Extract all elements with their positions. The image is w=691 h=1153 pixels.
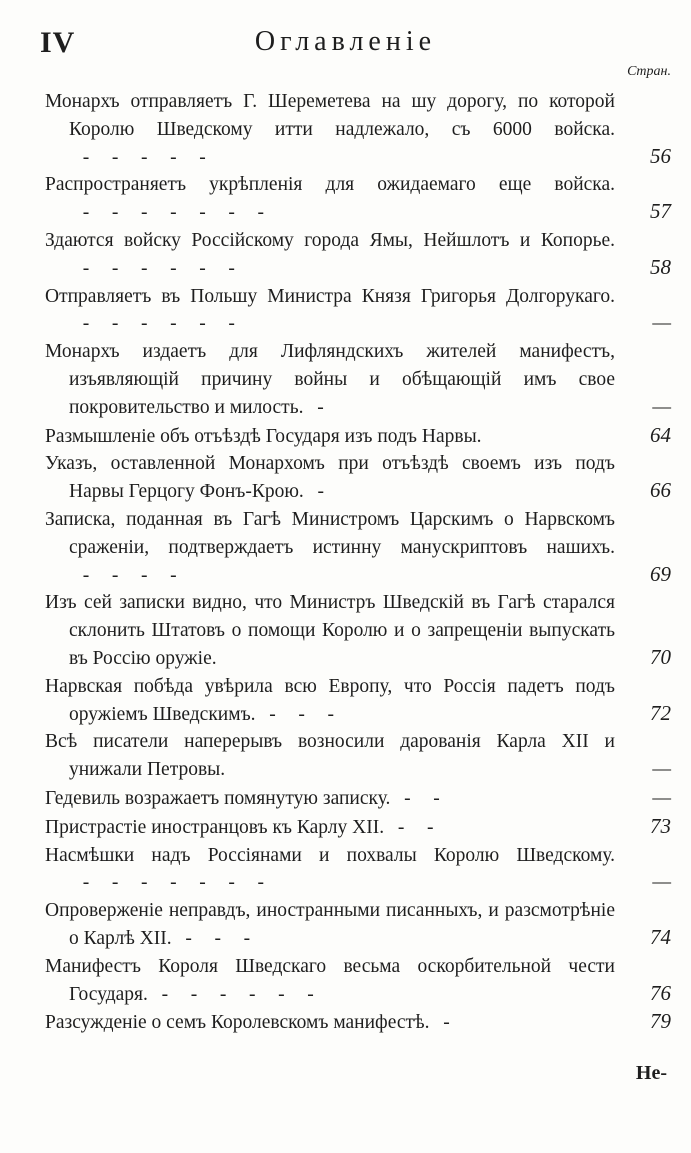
toc-entry-page-number: 69 [650, 561, 671, 586]
toc-entry-text [45, 1009, 615, 1037]
toc-entry-page-number: — [652, 784, 671, 809]
toc-entry-title: Нарвская побѣда увѣрила всю Европу, что Россія падетъ подъ оружіемъ Шведскимъ. [45, 675, 615, 725]
page-title: Оглавленіе [254, 26, 437, 57]
toc-entry-title: Распространяетъ укрѣпленія для ожидаемаго еще войска. [45, 174, 615, 196]
toc-entry [45, 842, 671, 898]
toc-entry-page-number: — [652, 756, 671, 781]
toc-entry-leaders: - - - - - - [147, 983, 316, 1005]
toc-entry-leaders: - - [390, 787, 442, 809]
toc-entry-page-number: 64 [650, 422, 671, 447]
toc-entry-text [45, 506, 615, 589]
toc-entry-text [45, 171, 615, 227]
toc-entry [45, 171, 671, 227]
toc-entry-title: Указъ, оставленной Монархомъ при отъѣздѣ своемъ изъ подъ Нарвы Герцогу Фонъ-Крою. [45, 453, 615, 503]
table-of-contents [45, 88, 671, 1037]
toc-entry-text [45, 423, 615, 451]
toc-entry-title: Монархъ отправляетъ Г. Шереметева на шу дорогу, по которой Королю Шведскому итти надлежало, съ 6000 войска. [45, 91, 615, 140]
toc-entry-leaders: - [429, 1012, 452, 1034]
toc-entry [45, 88, 671, 171]
toc-entry-leaders: - [303, 396, 326, 418]
toc-entry-text [45, 842, 615, 898]
toc-entry-leaders: - - - - [69, 564, 179, 586]
toc-entry-title: Разсужденіе о семъ Королевскомъ манифестѣ. [45, 1012, 430, 1034]
toc-entry [45, 227, 671, 283]
toc-entry [45, 897, 671, 953]
toc-entry-text [45, 450, 615, 506]
toc-entry-text [45, 953, 615, 1009]
toc-entry-text [45, 88, 615, 171]
toc-entry-title: Здаются войску Россійскому города Ямы, Нейшлотъ и Копорье. [45, 229, 615, 251]
toc-entry-leaders: - - - - - [69, 146, 208, 168]
toc-entry-text [45, 338, 615, 421]
toc-entry [45, 1008, 671, 1037]
toc-entry-page-number: 72 [650, 700, 671, 725]
toc-entry-text [45, 728, 615, 784]
toc-entry-title: Монархъ издаетъ для Лифляндскихъ жителей манифестъ, изъявляющій причину войны и обѣщающій имъ свое покровительство и милость. [45, 341, 615, 418]
toc-entry [45, 283, 671, 339]
toc-entry-page-number: — [652, 310, 671, 335]
toc-entry-title: Всѣ писатели наперерывъ возносили дарованія Карла XII и унижали Петровы. [45, 731, 615, 781]
toc-entry-title: Изъ сей записки видно, что Министръ Шведскій въ Гагѣ старался склонить Штатовъ о помощи Королю и о запрещеніи выпускать въ Россію оружіе. [45, 592, 615, 669]
toc-entry [45, 450, 671, 506]
toc-entry-leaders: - - [384, 816, 436, 838]
toc-entry-title: Записка, поданная въ Гагѣ Министромъ Царскимъ о Нарвскомъ сраженіи, подтверждаетъ истинну манускриптовъ нашихъ. [45, 508, 615, 558]
toc-entry-page-number: 58 [650, 254, 671, 279]
toc-entry [45, 784, 671, 813]
toc-entry-leaders: - - - - - - [69, 257, 237, 279]
toc-entry-title: Пристрастіе иностранцовъ къ Карлу XII. [45, 816, 385, 838]
toc-entry-page-number: 66 [650, 478, 671, 503]
toc-entry-page-number: 56 [650, 143, 671, 168]
toc-entry-leaders: - - - [255, 703, 337, 725]
toc-entry-text [45, 227, 615, 283]
catchword: Не- [635, 1062, 667, 1084]
toc-entry [45, 422, 671, 451]
toc-entry-text [45, 814, 615, 842]
toc-entry-page-number: 57 [650, 199, 671, 224]
toc-entry [45, 673, 671, 729]
toc-entry [45, 813, 671, 842]
toc-entry-title: Манифестъ Короля Шведскаго весьма оскорбительной чести Государя. [45, 955, 615, 1005]
toc-entry [45, 338, 671, 421]
toc-entry-title: Отправляетъ въ Польшу Министра Князя Григорья Долгорукаго. [45, 285, 615, 307]
toc-entry-leaders: - - - [171, 927, 253, 949]
toc-entry-page-number: 74 [650, 924, 671, 949]
toc-entry-title: Опроверженіе неправдъ, иностранными писанныхъ, и разсмотрѣніе о Карлѣ XII. [45, 900, 615, 949]
toc-entry-title: Размышленіе объ отъѣздѣ Государя изъ подъ Нарвы. [45, 425, 482, 447]
toc-entry-title: Гедевиль возражаетъ помянутую записку. [45, 787, 391, 809]
toc-entry-leaders: - - - - - - - [69, 872, 266, 894]
toc-entry-page-number: 79 [650, 1009, 671, 1034]
toc-entry-text [45, 897, 615, 953]
page-column-label: Cтран. [627, 64, 671, 79]
toc-entry-leaders: - - - - - - - [69, 202, 266, 224]
toc-entry-leaders: - - - - - - [69, 313, 237, 335]
page-number: IV [40, 26, 76, 59]
toc-entry-page-number: — [652, 869, 671, 894]
toc-entry-page-number: — [652, 393, 671, 418]
toc-entry-text [45, 785, 615, 813]
toc-entry [45, 953, 671, 1009]
toc-entry-page-number: 70 [650, 644, 671, 669]
toc-entry [45, 589, 671, 672]
toc-entry-text [45, 283, 615, 339]
toc-entry-leaders: - [303, 481, 327, 503]
toc-entry-text [45, 673, 615, 729]
toc-entry-text [45, 589, 615, 672]
toc-entry [45, 506, 671, 589]
toc-entry-page-number: 76 [650, 980, 671, 1005]
toc-entry-title: Насмѣшки надъ Россіянами и похвалы Королю Шведскому. [45, 844, 615, 866]
toc-entry [45, 728, 671, 784]
toc-entry-page-number: 73 [650, 813, 671, 838]
